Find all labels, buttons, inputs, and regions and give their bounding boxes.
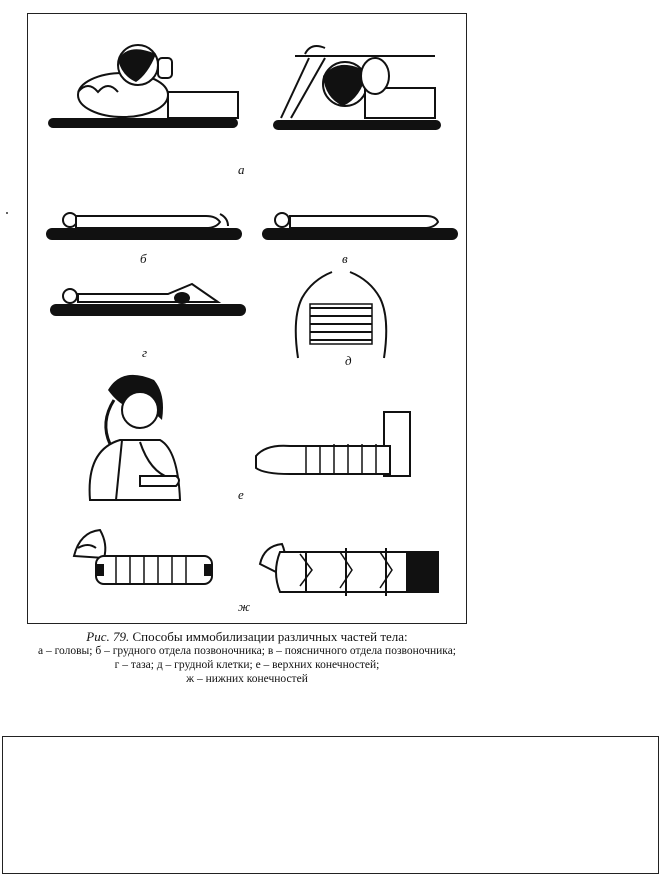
panel-zh-label: ж xyxy=(238,599,251,614)
panel-d-label: д xyxy=(345,353,352,368)
panel-d-drawing xyxy=(288,270,394,360)
panel-e-left-drawing xyxy=(80,370,184,506)
caption-line-2: г – таза; д – грудной клетки; е – верхних конечностей; xyxy=(114,659,380,671)
scan-mark xyxy=(6,212,8,214)
caption-line-1: а – головы; б – грудного отдела позвоночника; в – поясничного отдела позвоночника; xyxy=(38,645,456,657)
panel-g-drawing xyxy=(50,282,250,322)
panel-e-label: е xyxy=(238,487,244,502)
panel-zh-left-drawing xyxy=(70,526,220,598)
caption-line-3: ж – нижних конечностей xyxy=(186,673,308,685)
caption-fig-prefix: Рис. 79. xyxy=(86,629,130,644)
panel-e-right-drawing xyxy=(254,408,424,482)
panel-v-drawing xyxy=(258,206,462,246)
empty-text-box xyxy=(2,736,659,874)
panel-a-label: а xyxy=(238,162,245,177)
figure-caption xyxy=(0,630,494,686)
panel-g-label: г xyxy=(142,345,148,360)
panel-zh-right-drawing xyxy=(256,534,448,598)
panel-b-label: б xyxy=(140,251,147,266)
panel-a-left-drawing xyxy=(48,40,248,140)
panel-a-right-drawing xyxy=(265,36,445,140)
caption-title: Способы иммобилизации различных частей тела: xyxy=(132,629,408,644)
caption-title-line xyxy=(0,630,494,644)
panel-b-drawing xyxy=(46,206,246,246)
panel-v-label: в xyxy=(342,251,348,266)
